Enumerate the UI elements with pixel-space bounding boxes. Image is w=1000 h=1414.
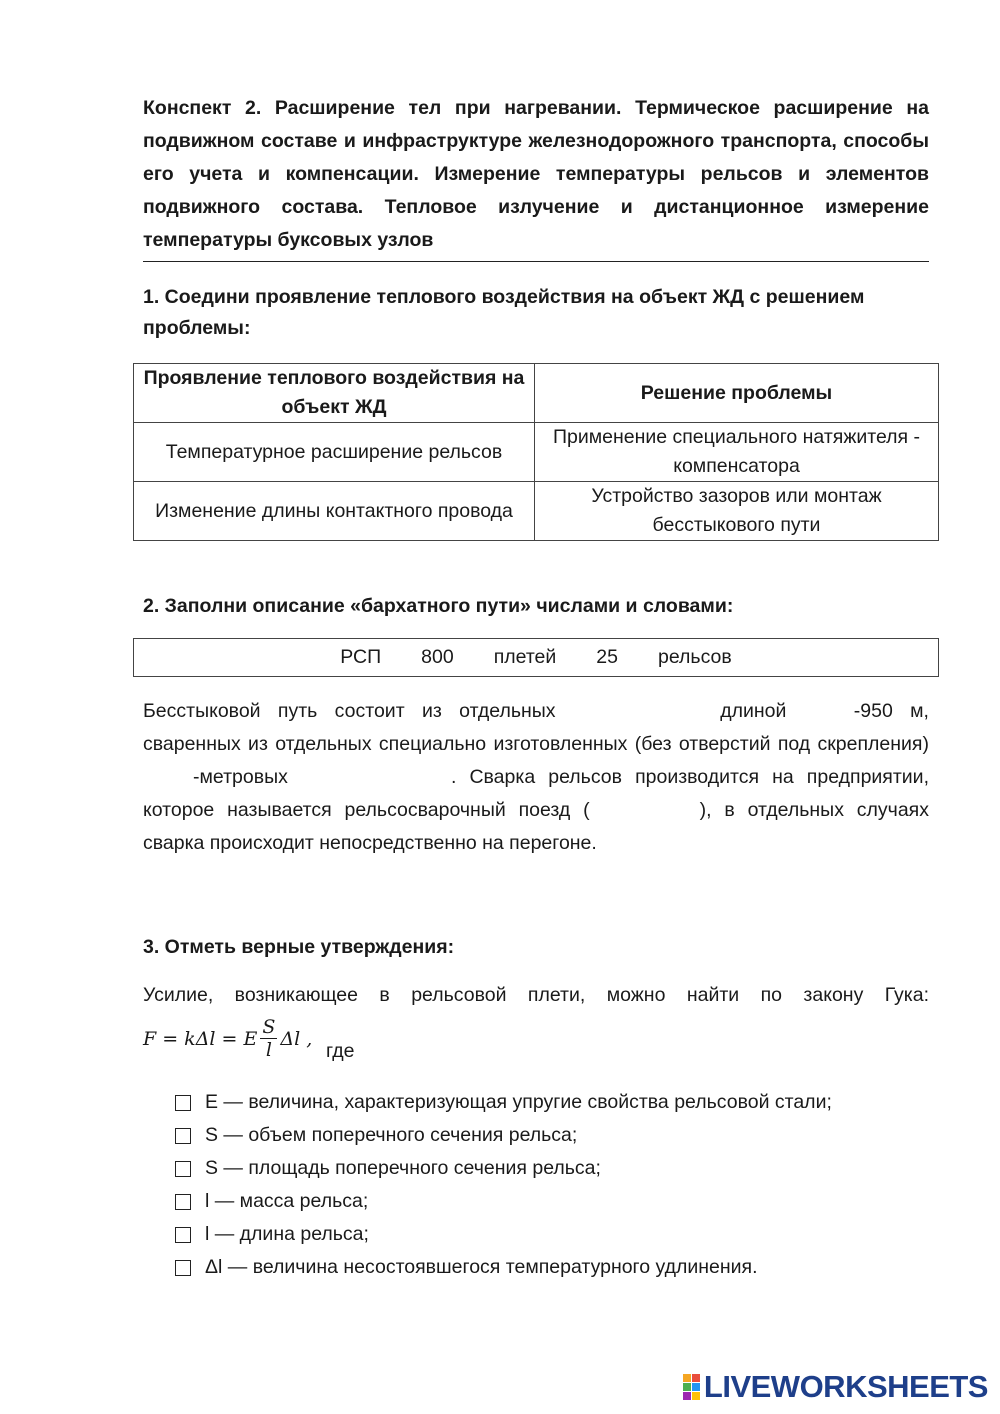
- fraction-denominator: l: [265, 1039, 272, 1061]
- formula: [143, 1016, 312, 1061]
- matching-table: [133, 363, 939, 541]
- worksheet-page: [143, 92, 929, 1284]
- task3-intro: Усилие, возникающее в рельсовой плети, можно найти по закону Гука:: [143, 984, 929, 1006]
- column-header-solution: Решение проблемы: [535, 364, 939, 423]
- table-row: [134, 482, 939, 541]
- option-label: E — величина, характеризующая упругие свойства рельсовой стали;: [205, 1091, 832, 1113]
- page-title: Конспект 2. Расширение тел при нагревании. Термическое расширение на подвижном составе и инфраструктуре железнодорожного транспорта, способы его учета и компенсации. Измерение температуры рельсов и элементов подвижного состава. Тепловое излучение и дистанционное измерение температуры буксовых узлов: [143, 92, 929, 262]
- match-item-solution[interactable]: Устройство зазоров или монтаж бесстыкового пути: [535, 482, 939, 541]
- fill-in-paragraph: [143, 695, 929, 860]
- paragraph-text: . Сварка рельсов производится на предприятии, которое называется рельсосварочный поезд (: [143, 766, 929, 821]
- table-header-row: [134, 364, 939, 423]
- checkbox[interactable]: [175, 1161, 191, 1177]
- formula-lhs: F = kΔl = E: [143, 1027, 258, 1050]
- formula-where: где: [326, 1040, 355, 1062]
- logo-tile: [692, 1383, 700, 1391]
- word-bank: [133, 638, 939, 677]
- match-item-effect[interactable]: Температурное расширение рельсов: [134, 423, 535, 482]
- word-bank-item[interactable]: 800: [421, 646, 454, 668]
- logo-tile: [683, 1392, 691, 1400]
- option-label: S — объем поперечного сечения рельса;: [205, 1124, 578, 1146]
- checkbox[interactable]: [175, 1260, 191, 1276]
- liveworksheets-logo: [683, 1369, 988, 1404]
- checkbox-option[interactable]: [175, 1152, 929, 1185]
- word-bank-item[interactable]: плетей: [493, 646, 557, 668]
- checkbox[interactable]: [175, 1227, 191, 1243]
- checkbox[interactable]: [175, 1095, 191, 1111]
- option-label: S — площадь поперечного сечения рельса;: [205, 1157, 601, 1179]
- checkbox-option[interactable]: [175, 1086, 929, 1119]
- checkbox-list: [175, 1086, 929, 1284]
- fraction-numerator: S: [262, 1016, 276, 1038]
- match-item-solution[interactable]: Применение специального натяжителя - компенсатора: [535, 423, 939, 482]
- formula-rhs: Δl ,: [280, 1027, 313, 1050]
- column-header-effect: Проявление теплового воздействия на объект ЖД: [134, 364, 535, 423]
- option-label: Δl — величина несостоявшегося температурного удлинения.: [205, 1256, 758, 1278]
- checkbox-option[interactable]: [175, 1119, 929, 1152]
- checkbox[interactable]: [175, 1194, 191, 1210]
- checkbox-option[interactable]: [175, 1185, 929, 1218]
- formula-fraction: [260, 1016, 277, 1061]
- match-item-effect[interactable]: Изменение длины контактного провода: [134, 482, 535, 541]
- logo-tile: [683, 1374, 691, 1382]
- option-label: l — длина рельса;: [205, 1223, 369, 1245]
- checkbox-option[interactable]: [175, 1218, 929, 1251]
- word-bank-item[interactable]: РСП: [340, 646, 382, 668]
- checkbox[interactable]: [175, 1128, 191, 1144]
- hooke-formula: [143, 1012, 929, 1062]
- task2-heading: 2. Заполни описание «бархатного пути» числами и словами:: [143, 595, 734, 617]
- paragraph-text: длиной: [720, 700, 787, 722]
- word-bank-item[interactable]: рельсов: [657, 646, 732, 668]
- logo-mark-icon: [683, 1374, 700, 1400]
- option-label: l — масса рельса;: [205, 1190, 369, 1212]
- paragraph-text: ), в отдельных случаях сварка происходит непосредственно на перегоне.: [143, 799, 929, 854]
- logo-tile: [683, 1383, 691, 1391]
- word-bank-item[interactable]: 25: [596, 646, 618, 668]
- logo-text: LIVEWORKSHEETS: [703, 1369, 988, 1404]
- paragraph-text: Бесстыковой путь состоит из отдельных: [143, 700, 556, 722]
- logo-tile: [692, 1374, 700, 1382]
- paragraph-text: -950 м, сваренных из отдельных специально изготовленных (без отверстий под скрепления): [143, 700, 929, 755]
- checkbox-option[interactable]: [175, 1251, 929, 1284]
- logo-tile: [692, 1392, 700, 1400]
- paragraph-text: -метровых: [193, 766, 288, 788]
- task1-heading: 1. Соедини проявление теплового воздействия на объект ЖД с решением проблемы:: [143, 286, 865, 339]
- task3-heading: 3. Отметь верные утверждения:: [143, 936, 455, 958]
- table-row: [134, 423, 939, 482]
